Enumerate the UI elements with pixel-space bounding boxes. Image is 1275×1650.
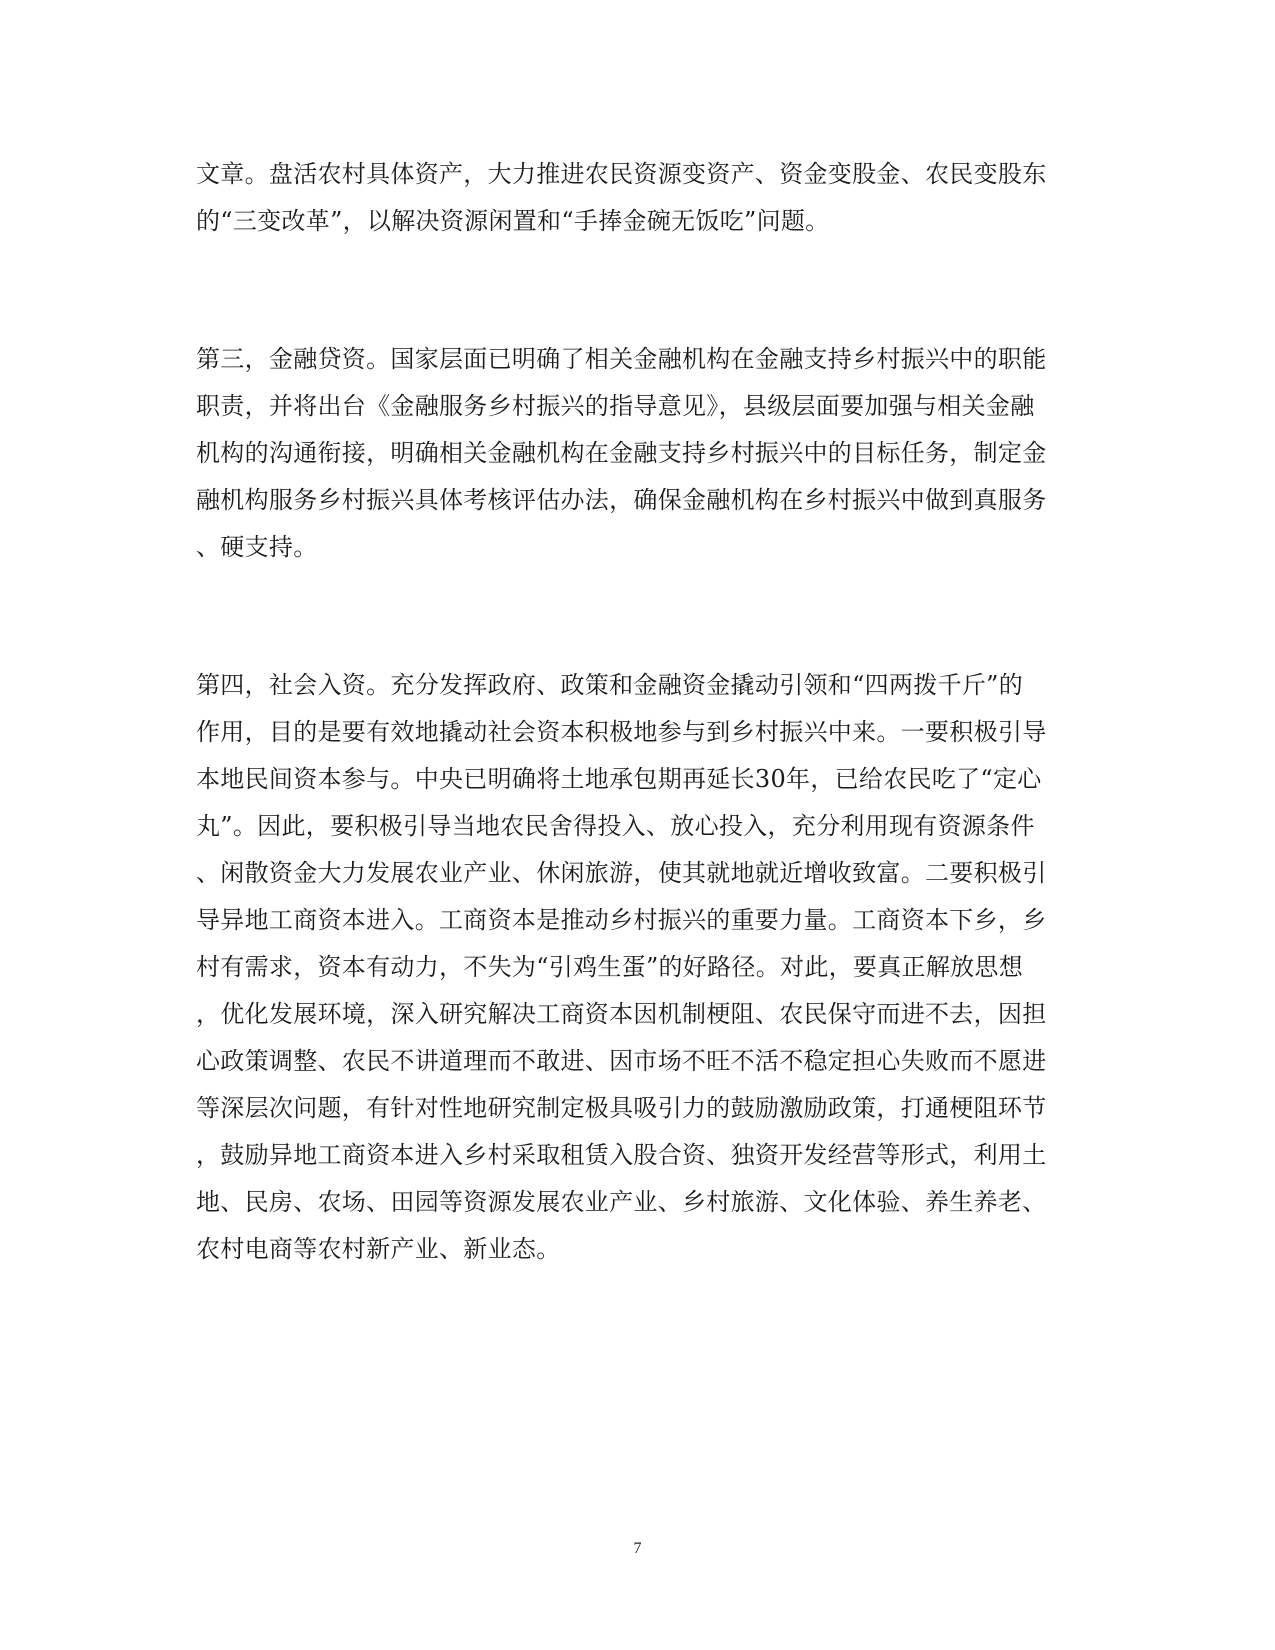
page-number: 7 [633, 1540, 642, 1557]
paragraph-line: 本地民间资本参与。中央已明确将土地承包期再延长30年，已给农民吃了“定心 [196, 765, 1042, 793]
paragraph-line: 导异地工商资本进入。工商资本是推动乡村振兴的重要力量。工商资本下乡，乡 [196, 906, 1047, 934]
paragraph-line: 农村电商等农村新产业、新业态。 [196, 1235, 561, 1263]
paragraph-line: 、闲散资金大力发展农业产业、休闲旅游，使其就地就近增收致富。二要积极引 [196, 859, 1047, 887]
paragraph-line: 第四，社会入资。充分发挥政府、政策和金融资金撬动引领和“四两拨千斤”的 [196, 671, 1024, 699]
paragraph-line: 等深层次问题，有针对性地研究制定极具吸引力的鼓励激励政策，打通梗阻环节 [196, 1094, 1047, 1122]
paragraph-line: 的“三变改革”，以解决资源闲置和“手捧金碗无饭吃”问题。 [196, 207, 830, 235]
paragraph-line: ，优化发展环境，深入研究解决工商资本因机制梗阻、农民保守而进不去，因担 [196, 1000, 1047, 1028]
paragraph-line: 丸”。因此，要积极引导当地农民舍得投入、放心投入，充分利用现有资源条件 [196, 812, 1035, 840]
paragraph-line: 职责，并将出台《金融服务乡村振兴的指导意见》，县级层面要加强与相关金融 [196, 392, 1035, 420]
paragraph-line: 作用，目的是要有效地撬动社会资本积极地参与到乡村振兴中来。一要积极引导 [196, 718, 1047, 746]
paragraph-line: 融机构服务乡村振兴具体考核评估办法，确保金融机构在乡村振兴中做到真服务 [196, 486, 1047, 514]
paragraph-line: 机构的沟通衔接，明确相关金融机构在金融支持乡村振兴中的目标任务，制定金 [196, 439, 1047, 467]
paragraph-line: 村有需求，资本有动力，不失为“引鸡生蛋”的好路径。对此，要真正解放思想 [196, 953, 1024, 981]
paragraph-line: 地、民房、农场、田园等资源发展农业产业、乡村旅游、文化体验、养生养老、 [196, 1188, 1047, 1216]
paragraph-line: 心政策调整、农民不讲道理而不敢进、因市场不旺不活不稳定担心失败而不愿进 [196, 1047, 1047, 1075]
paragraph-line: ，鼓励异地工商资本进入乡村采取租赁入股合资、独资开发经营等形式，利用土 [196, 1141, 1047, 1169]
paragraph-line: 、硬支持。 [196, 533, 318, 561]
paragraph-line: 第三，金融贷资。国家层面已明确了相关金融机构在金融支持乡村振兴中的职能 [196, 345, 1047, 373]
paragraph-line: 文章。盘活农村具体资产，大力推进农民资源变资产、资金变股金、农民变股东 [196, 160, 1047, 188]
